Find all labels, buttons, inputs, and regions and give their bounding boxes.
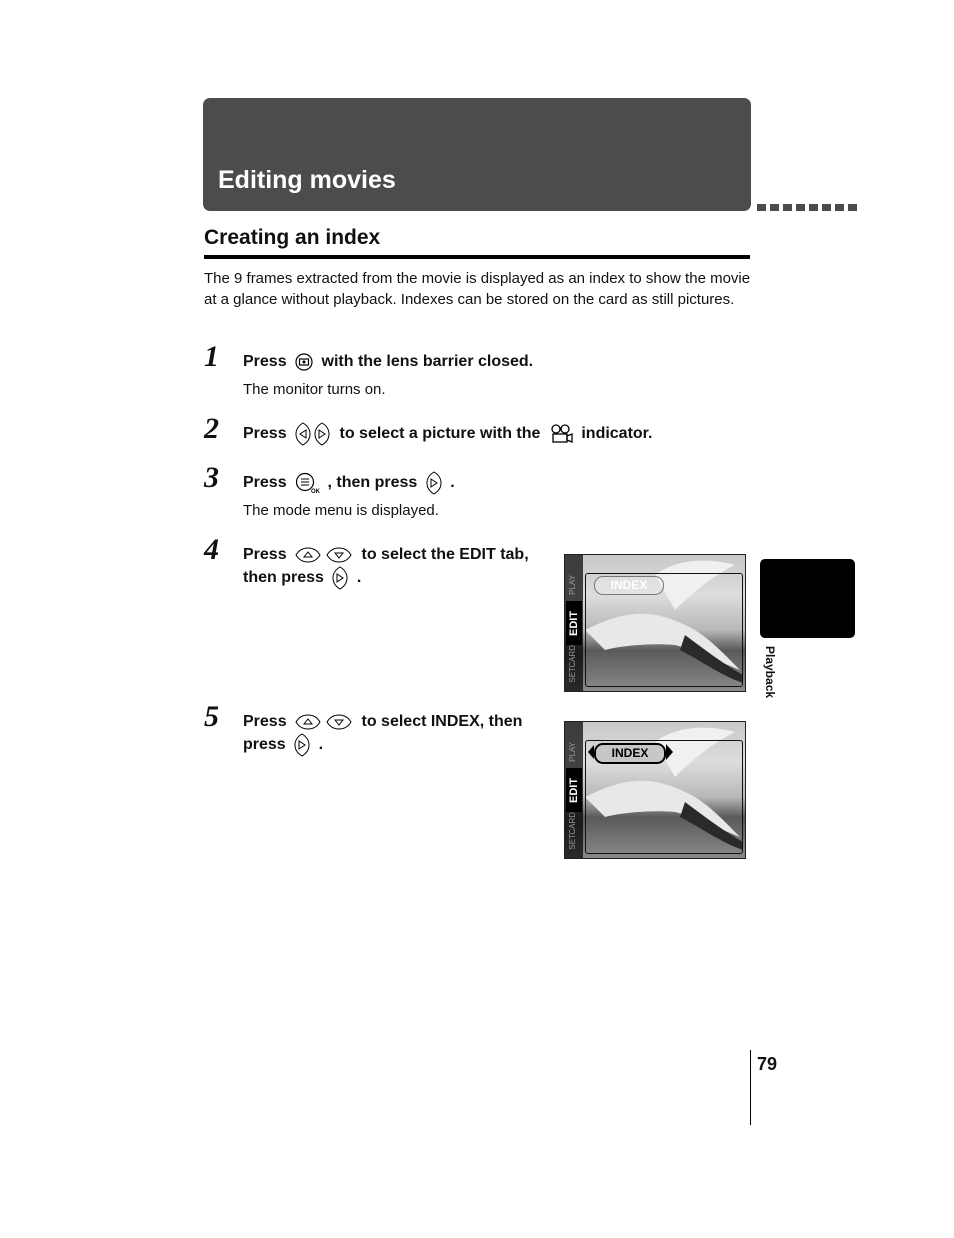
tab-play: PLAY: [568, 575, 577, 595]
step-3-text: Press OK , then press .: [243, 471, 455, 495]
step-number-1: 1: [204, 340, 219, 373]
tab-edit: EDIT: [566, 768, 582, 812]
arrow-right-button-icon: [294, 733, 310, 757]
lcd-screenshot-index-selected: [564, 721, 746, 859]
page-number: 79: [757, 1054, 778, 1074]
step-number-2: 2: [204, 412, 219, 445]
tab-set: SET: [568, 667, 577, 683]
right-arrow-icon: [666, 744, 673, 760]
arrow-up-down-buttons-icon: [295, 547, 353, 563]
chapter-title: Editing movies: [218, 166, 396, 194]
movie-indicator-icon: [549, 424, 573, 444]
tab-play: PLAY: [568, 742, 577, 762]
quickview-button-icon: [295, 353, 313, 371]
tab-card: CARD: [568, 645, 577, 668]
step-2-text: Press to select a picture with the indicator.: [243, 422, 652, 446]
tab-card: CARD: [568, 812, 577, 835]
step-3-sub: The mode menu is displayed.: [243, 502, 439, 519]
tab-set: SET: [568, 834, 577, 850]
svg-text:OK: OK: [311, 489, 321, 495]
arrow-left-right-buttons-icon: [295, 422, 331, 446]
header-dots-decoration: [757, 204, 857, 211]
step-number-4: 4: [204, 533, 219, 566]
intro-paragraph: The 9 frames extracted from the movie is displayed as an index to show the movie at a glance without playback. Indexes can be stored on the card as still pictures.: [204, 270, 751, 308]
chapter-header: [203, 98, 751, 211]
arrow-right-button-icon: [332, 566, 348, 590]
step-1-sub: The monitor turns on.: [243, 381, 386, 398]
menu-item-index: INDEX: [594, 576, 664, 595]
page-number-rule: [750, 1050, 751, 1125]
lcd-screenshot-edit-tab: [564, 554, 746, 692]
step-1-text: Press with the lens barrier closed.: [243, 353, 534, 370]
chapter-side-tab: [760, 559, 855, 638]
step-number-3: 3: [204, 461, 219, 494]
menu-item-index-selected: INDEX: [594, 743, 666, 764]
menu-ok-button-icon: [295, 472, 319, 494]
chapter-side-label: Playback: [763, 646, 777, 699]
arrow-right-button-icon: [426, 471, 442, 495]
step-5-text: Press to select INDEX, then press .: [243, 710, 522, 757]
section-rule: [204, 255, 750, 259]
tab-edit: EDIT: [566, 601, 582, 645]
arrow-up-down-buttons-icon: [295, 714, 353, 730]
step-4-text: Press to select the EDIT tab, then press .: [243, 543, 529, 590]
section-title: Creating an index: [204, 226, 381, 249]
step-number-5: 5: [204, 700, 219, 733]
